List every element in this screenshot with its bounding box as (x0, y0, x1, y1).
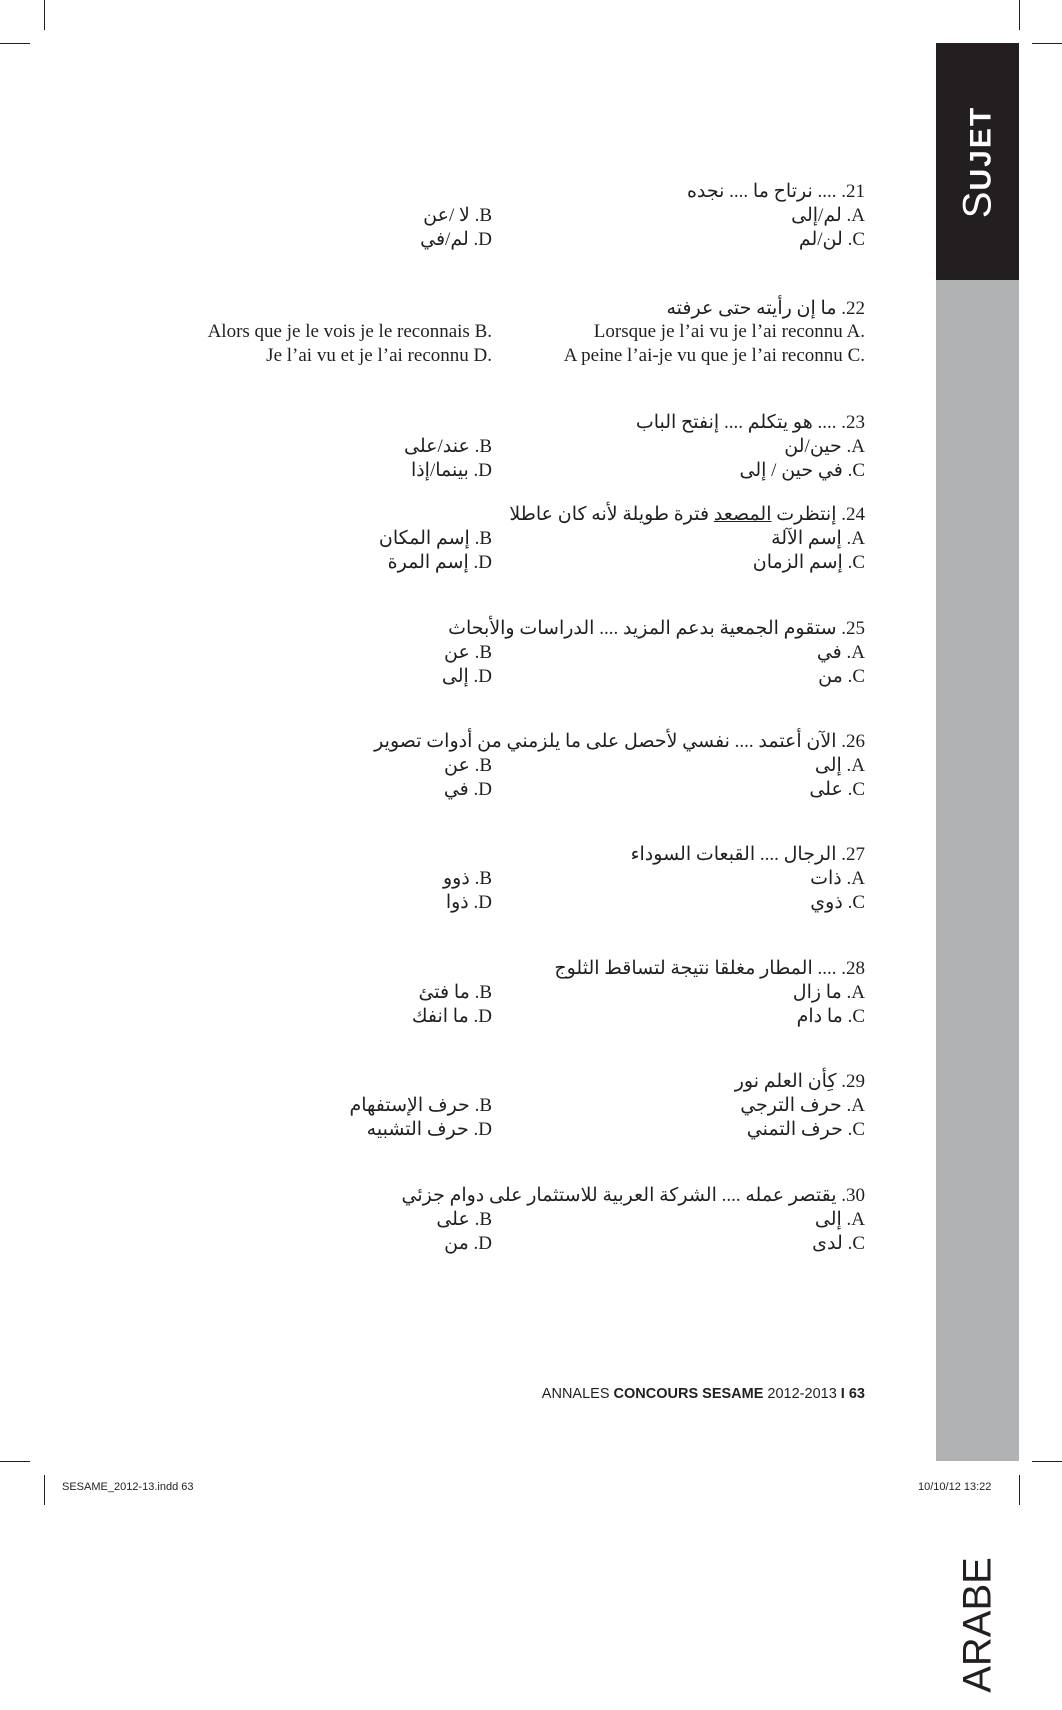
option-d: D. حرف التشبيه (366, 1119, 492, 1140)
question-stem: 28. .... المطار مغلقا نتيجة لتساقط الثلوج (554, 958, 865, 979)
question-stem: 27. الرجال .... القبعات السوداء (630, 844, 865, 865)
option-c: C. من (818, 666, 865, 687)
crop-mark (1032, 1461, 1062, 1462)
option-a: A. حين/لن (784, 436, 865, 457)
option-a: A. إلى (814, 1209, 865, 1230)
option-a: Lorsque je l’ai vu je l’ai reconnu A. (593, 321, 865, 342)
option-c: C. إسم الزمان (752, 552, 865, 573)
option-c: C. في حين / إلى (739, 460, 865, 481)
underlined-word: المصعد (713, 504, 772, 525)
option-c: C. لن/لم (798, 229, 865, 250)
crop-mark (1032, 43, 1062, 44)
option-b: B. إسم المكان (378, 528, 492, 549)
option-c: C. ما دام (796, 1006, 865, 1027)
question-stem: 30. يقتصر عمله .... الشركة العربية للاستثمار على دوام جزئي (401, 1185, 865, 1206)
option-d: D. من (444, 1233, 492, 1254)
page-number: 63 (844, 1386, 865, 1402)
option-d: D. إلى (441, 666, 492, 687)
option-d: D. ما انفك (411, 1006, 492, 1027)
question-stem: 25. ستقوم الجمعية بدعم المزيد .... الدراسات والأبحاث (448, 618, 865, 639)
slug-filename: SESAME_2012-13.indd 63 (62, 1481, 194, 1493)
option-b: Alors que je le vois je le reconnais B. (207, 321, 492, 342)
option-a: A. في (816, 642, 865, 663)
option-b: B. عن (444, 642, 492, 663)
option-b: B. عند/على (404, 436, 492, 457)
page-footer: ANNALES CONCOURS SESAME 2012-2013 I 63 (541, 1386, 865, 1402)
option-a: A. إلى (814, 755, 865, 776)
option-c: C. حرف التمني (746, 1119, 865, 1140)
option-b: B. ذوو (443, 868, 492, 889)
question-stem: 26. الآن أعتمد .... نفسي لأحصل على ما يلزمني من أدوات تصوير (374, 731, 865, 752)
option-b: B. لا /عن (423, 205, 492, 226)
option-d: D. لم/في (420, 229, 492, 250)
section-label: SUJET (955, 105, 999, 218)
crop-mark (1019, 0, 1020, 30)
option-a: A. حرف الترجي (740, 1095, 865, 1116)
question-stem: 29. كِأن العلم نور (734, 1071, 865, 1092)
crop-mark (0, 43, 30, 44)
subject-label: ARABE (955, 1557, 999, 1693)
question-stem: 21. .... نرتاح ما .... نجده (686, 181, 865, 202)
option-a: A. ذات (810, 868, 865, 889)
question-stem: 24. إنتظرت المصعد فترة طويلة لأنه كان عاطلا (509, 504, 865, 525)
option-a: A. ما زال (792, 982, 865, 1003)
option-d: Je l’ai vu et je l’ai reconnu D. (266, 345, 492, 366)
option-a: A. لم/إلى (791, 205, 865, 226)
crop-mark (44, 0, 45, 30)
crop-mark (44, 1475, 45, 1505)
option-d: D. إسم المرة (387, 552, 492, 573)
option-b: B. ما فتئ (418, 982, 492, 1003)
question-stem: 23. .... هو يتكلم .... إنفتح الباب (635, 412, 865, 433)
option-c: A peine l’ai-je vu que je l’ai reconnu C. (563, 345, 865, 366)
crop-mark (1019, 1475, 1020, 1505)
slug-timestamp: 10/10/12 13:22 (918, 1481, 992, 1493)
option-a: A. إسم الآلة (771, 528, 865, 549)
option-d: D. في (443, 779, 492, 800)
option-b: B. عن (444, 755, 492, 776)
question-stem: 22. ما إن رأيته حتى عرفته (666, 298, 865, 319)
option-c: C. على (809, 779, 865, 800)
option-d: D. ذوا (445, 892, 492, 913)
crop-mark (0, 1461, 30, 1462)
option-c: C. لدى (812, 1233, 865, 1254)
option-c: C. ذوي (810, 892, 865, 913)
option-d: D. بينما/إذا (410, 460, 492, 481)
option-b: B. على (436, 1209, 492, 1230)
option-b: B. حرف الإستفهام (349, 1095, 492, 1116)
